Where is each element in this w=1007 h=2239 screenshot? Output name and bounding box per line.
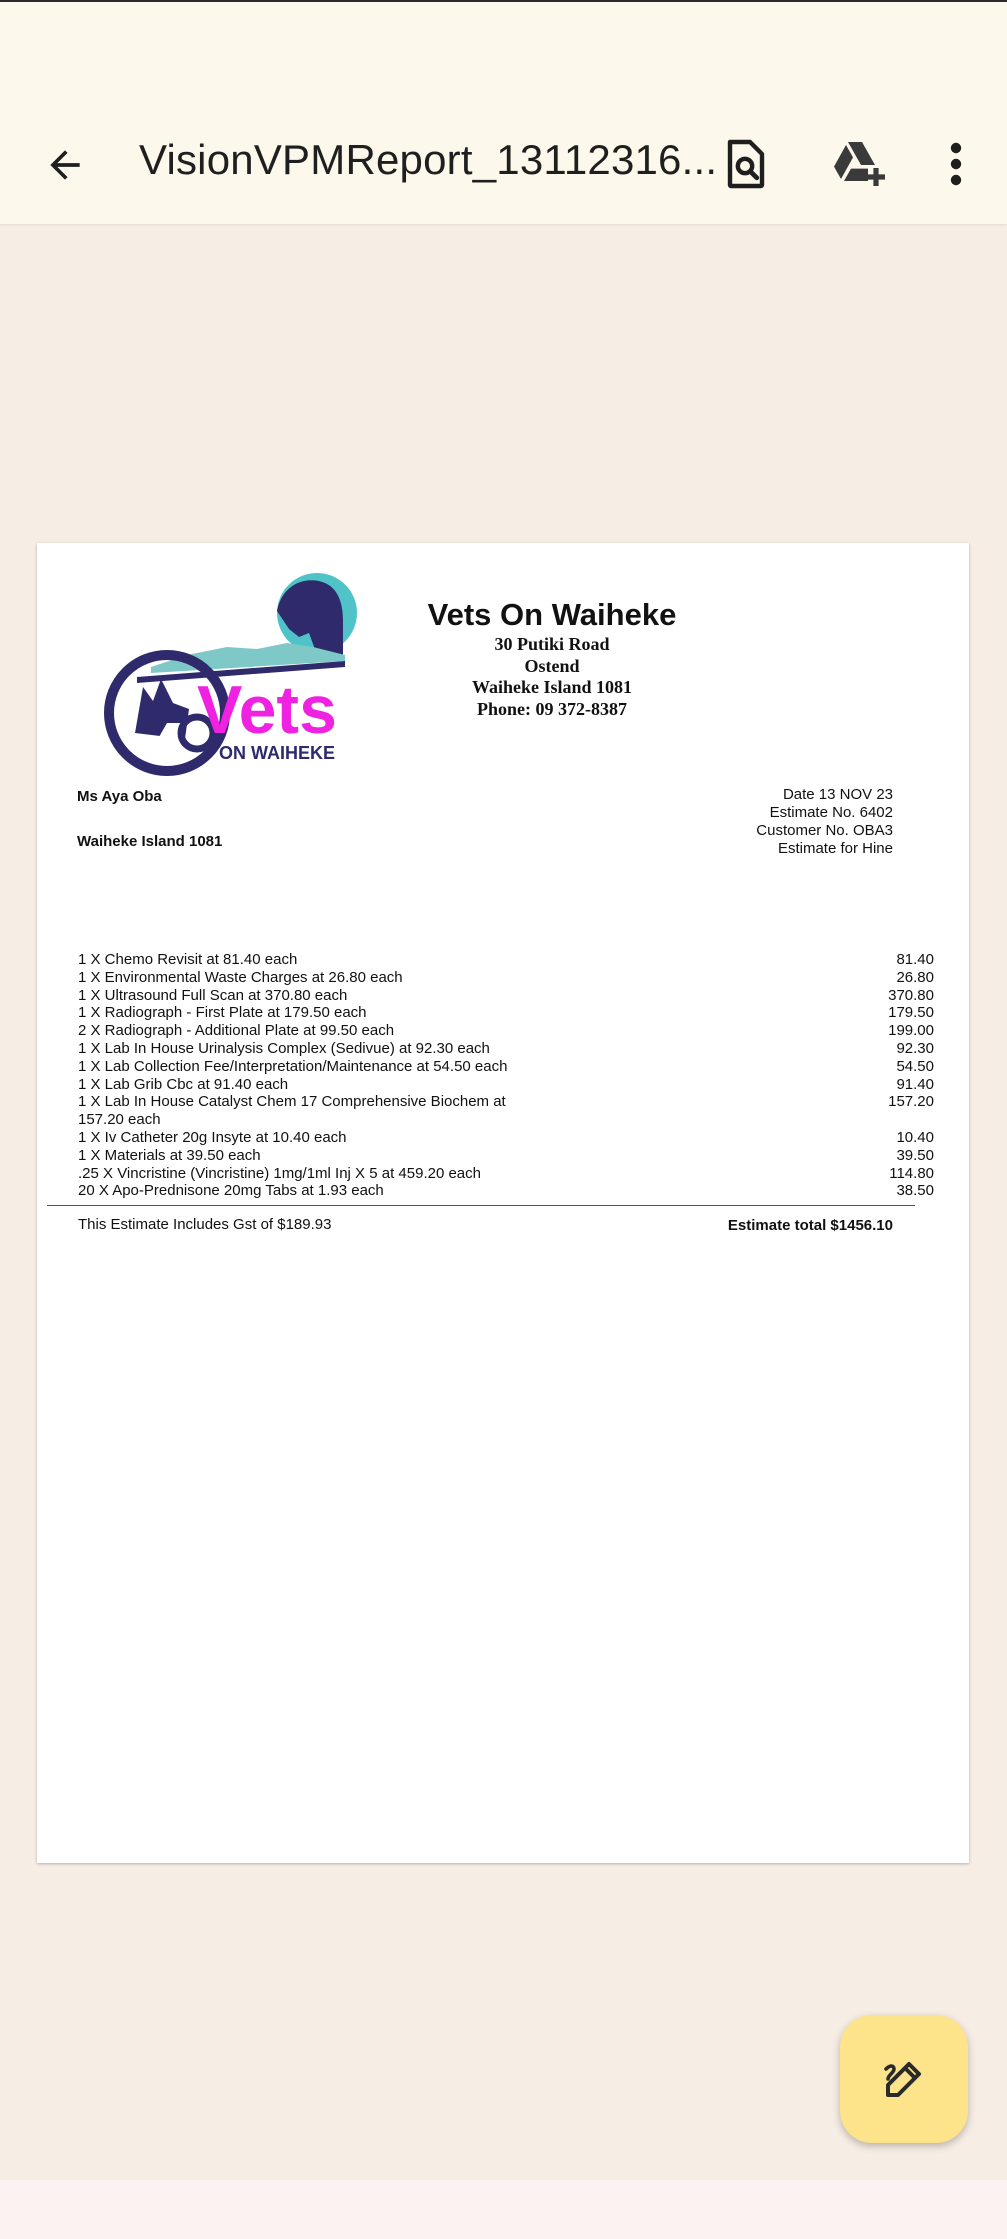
gst-note: This Estimate Includes Gst of $189.93 bbox=[78, 1216, 332, 1233]
estimate-for: Estimate for Hine bbox=[777, 840, 893, 857]
estimate-number: Estimate No. 6402 bbox=[769, 804, 893, 821]
line-item-amount: 114.80 bbox=[889, 1164, 934, 1182]
customer-name: Ms Aya Oba bbox=[77, 788, 162, 805]
line-item bbox=[78, 987, 934, 1005]
line-item-amount: 81.40 bbox=[896, 951, 934, 968]
line-item-description: 1 X Environmental Waste Charges at 26.80 each bbox=[78, 968, 403, 986]
estimate-total: Estimate total $1456.10 bbox=[727, 1217, 893, 1234]
more-vert-icon bbox=[948, 142, 964, 186]
line-item-amount: 39.50 bbox=[896, 1146, 934, 1164]
line-item bbox=[78, 1165, 934, 1183]
line-item-amount: 199.00 bbox=[888, 1022, 934, 1040]
add-to-drive-button[interactable] bbox=[820, 128, 896, 200]
line-item bbox=[78, 969, 934, 987]
line-item-amount: 26.80 bbox=[896, 968, 934, 986]
line-item bbox=[78, 1058, 934, 1076]
line-item-description: 2 X Radiograph - Additional Plate at 99.50 each bbox=[78, 1022, 395, 1040]
line-item-description: .25 X Vincristine (Vincristine) 1mg/1ml Inj X 5 at 459.20 each bbox=[78, 1164, 481, 1182]
edit-annotate-icon bbox=[880, 2055, 928, 2103]
line-item bbox=[78, 1022, 934, 1040]
line-item bbox=[78, 1093, 934, 1129]
line-item bbox=[78, 1040, 934, 1058]
line-item-amount: 370.80 bbox=[888, 986, 934, 1004]
estimate-meta bbox=[756, 786, 893, 858]
line-items bbox=[78, 951, 934, 1200]
customer-number: Customer No. OBA3 bbox=[756, 822, 893, 839]
line-item-description: 1 X Lab Grib Cbc at 91.40 each bbox=[78, 1075, 289, 1093]
line-item-description: 1 X Lab In House Urinalysis Complex (Sedivue) at 92.30 each bbox=[78, 1039, 490, 1057]
arrow-back-icon bbox=[43, 143, 87, 187]
system-navigation-bar bbox=[0, 2180, 1007, 2239]
line-item-description: 1 X Lab In House Catalyst Chem 17 Comprehensive Biochem at 157.20 each bbox=[78, 1093, 506, 1129]
line-item bbox=[78, 1147, 934, 1165]
clinic-phone: Phone: 09 372-8387 bbox=[477, 698, 627, 719]
line-item bbox=[78, 951, 934, 969]
document-title: VisionVPMReport_13112316... bbox=[139, 136, 718, 183]
line-item-description: 1 X Iv Catheter 20g Insyte at 10.40 each bbox=[78, 1128, 347, 1146]
edit-button[interactable] bbox=[840, 2015, 968, 2143]
add-to-drive-icon bbox=[830, 140, 886, 188]
clinic-address-line-1: 30 Putiki Road bbox=[494, 634, 610, 654]
find-in-document-button[interactable] bbox=[710, 128, 782, 200]
find-in-document-icon bbox=[724, 139, 768, 189]
app-bar bbox=[0, 2, 1007, 224]
line-item-description: 20 X Apo-Prednisone 20mg Tabs at 1.93 each bbox=[78, 1182, 384, 1200]
pdf-page[interactable] bbox=[37, 543, 969, 1863]
line-item-description: 1 X Radiograph - First Plate at 179.50 each bbox=[78, 1004, 367, 1022]
line-item-description: 1 X Chemo Revisit at 81.40 each bbox=[78, 951, 298, 968]
customer-address-cut bbox=[77, 833, 257, 850]
line-item-amount: 91.40 bbox=[896, 1075, 934, 1093]
line-item bbox=[78, 1182, 934, 1200]
logo-subtext: ON WAIHEKE bbox=[219, 743, 336, 763]
customer-address-text: Waiheke Island 1081 bbox=[77, 833, 223, 850]
line-item bbox=[78, 1004, 934, 1022]
more-options-button[interactable] bbox=[920, 128, 992, 200]
line-item-amount: 179.50 bbox=[888, 1004, 934, 1022]
line-item-amount: 54.50 bbox=[896, 1057, 934, 1075]
line-item-amount: 10.40 bbox=[896, 1128, 934, 1146]
line-item-amount: 157.20 bbox=[888, 1093, 934, 1111]
line-item-description: 1 X Materials at 39.50 each bbox=[78, 1146, 261, 1164]
clinic-name: Vets On Waiheke bbox=[427, 597, 677, 632]
vets-on-waiheke-logo bbox=[77, 563, 347, 763]
total-divider bbox=[47, 1205, 915, 1206]
clinic-address-line-2: Ostend bbox=[524, 655, 580, 676]
line-item bbox=[78, 1076, 934, 1094]
logo-vets-text: Vets bbox=[197, 672, 337, 748]
clinic-address-line-3: Waiheke Island 1081 bbox=[471, 677, 633, 697]
line-item-description: 1 X Lab Collection Fee/Interpretation/Maintenance at 54.50 each bbox=[78, 1057, 508, 1075]
line-item bbox=[78, 1129, 934, 1147]
estimate-date: Date 13 NOV 23 bbox=[782, 786, 893, 803]
line-item-description: 1 X Ultrasound Full Scan at 370.80 each bbox=[78, 986, 348, 1004]
line-item-amount: 38.50 bbox=[896, 1182, 934, 1200]
back-button[interactable] bbox=[30, 130, 100, 200]
line-item-amount: 92.30 bbox=[896, 1039, 934, 1057]
clinic-header bbox=[337, 596, 767, 720]
